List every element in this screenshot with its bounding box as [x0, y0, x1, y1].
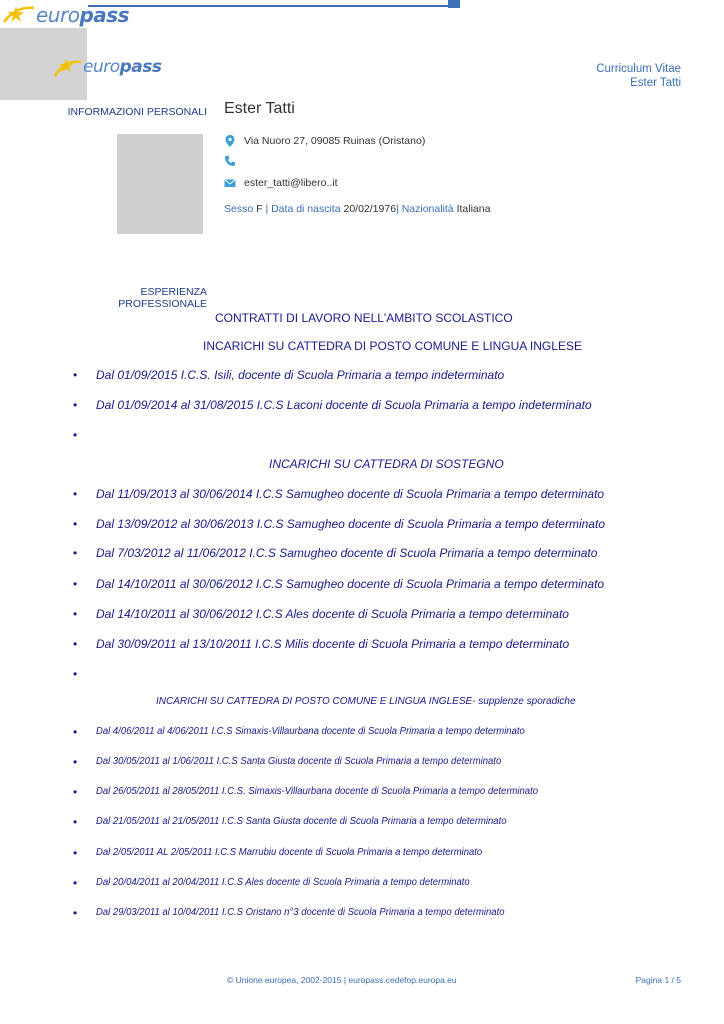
header-rule	[88, 5, 448, 7]
email-line	[224, 177, 338, 189]
bullet: •	[73, 546, 78, 560]
cv-title: Curriculum Vitae	[596, 63, 681, 75]
page-label: Pagina	[635, 975, 663, 985]
cv-owner-name: Ester Tatti	[630, 77, 681, 89]
email-text[interactable]: ester_tatti@libero..it	[244, 177, 338, 189]
page-number	[636, 975, 681, 985]
list-item: Dal 14/10/2011 al 30/06/2012 I.C.S Ales docente di Scuola Primaria a tempo determinato	[96, 607, 569, 621]
list-item: Dal 20/04/2011 al 20/04/2011 I.C.S Ales docente di Scuola Primaria a tempo determinato	[96, 877, 470, 888]
page-value: 1 / 5	[664, 975, 681, 985]
bullet: •	[73, 755, 78, 769]
bullet: •	[73, 368, 78, 382]
nationality-value: Italiana	[456, 203, 491, 215]
phone-icon	[224, 155, 236, 167]
location-pin-icon	[224, 135, 236, 147]
section-label-experience	[118, 286, 207, 310]
bullet: •	[73, 577, 78, 591]
section-label-experience-line2: PROFESSIONALE	[118, 298, 207, 310]
bullet: •	[73, 725, 78, 739]
list-item: Dal 01/09/2015 I.C.S. Isili, docente di Scuola Primaria a tempo indeterminato	[96, 368, 505, 382]
list-item: Dal 30/05/2011 al 1/06/2011 I.C.S Santa Giusta docente di Scuola Primaria a tempo determinato	[96, 756, 502, 767]
list-item: Dal 4/06/2011 al 4/06/2011 I.C.S Simaxis-Villaurbana docente di Scuola Primaria a tempo determinato	[96, 726, 525, 737]
personal-details-line	[224, 203, 490, 215]
header-rule-cap	[448, 0, 460, 8]
person-name: Ester Tatti	[224, 100, 295, 117]
bullet: •	[73, 398, 78, 412]
sex-value: F	[256, 203, 263, 215]
list-item: Dal 21/05/2011 al 21/05/2011 I.C.S Santa Giusta docente di Scuola Primaria a tempo determinato	[96, 816, 507, 827]
birth-label: | Data di nascita	[265, 203, 341, 215]
list-item: Dal 2/05/2011 AL 2/05/2011 I.C.S Marrubiu docente di Scuola Primaria a tempo determinato	[96, 847, 483, 858]
birth-value: 20/02/1976	[343, 203, 397, 215]
address-text: Via Nuoro 27, 09085 Ruinas (Oristano)	[244, 135, 426, 147]
phone-line	[224, 155, 244, 167]
bullet-empty: •	[73, 428, 78, 442]
list-item: Dal 11/09/2013 al 30/06/2014 I.C.S Samugheo docente di Scuola Primaria a tempo determinato	[96, 487, 605, 501]
heading-common-post: INCARICHI SU CATTEDRA DI POSTO COMUNE E LINGUA INGLESE	[203, 339, 582, 353]
envelope-icon	[224, 177, 236, 189]
bullet: •	[73, 785, 78, 799]
sex-label: Sesso	[224, 203, 254, 215]
bullet: •	[73, 906, 78, 920]
bullet: •	[73, 637, 78, 651]
bullet: •	[73, 815, 78, 829]
bullet: •	[73, 487, 78, 501]
footer-copyright[interactable]: © Unione europea, 2002-2015 | europass.cedefop.europa.eu	[227, 975, 457, 985]
bullet: •	[73, 607, 78, 621]
list-item: Dal 14/10/2011 al 30/06/2012 I.C.S Samugheo docente di Scuola Primaria a tempo determinato	[96, 577, 605, 591]
section-label-personal: INFORMAZIONI PERSONALI	[67, 106, 207, 118]
star-swoosh-icon	[2, 2, 36, 28]
list-item: Dal 26/05/2011 al 28/05/2011 I.C.S. Simaxis-Villaurbana docente di Scuola Primaria a tempo determinato	[96, 786, 539, 797]
nationality-label: | Nazionalità	[396, 203, 454, 215]
list-item: Dal 30/09/2011 al 13/10/2011 I.C.S Milis docente di Scuola Primaria a tempo determinato	[96, 637, 570, 651]
address-line	[224, 135, 425, 147]
heading-sporadic: INCARICHI SU CATTEDRA DI POSTO COMUNE E LINGUA INGLESE- supplenze sporadiche	[156, 696, 576, 707]
list-item: Dal 01/09/2014 al 31/08/2015 I.C.S Laconi docente di Scuola Primaria a tempo indeterminato	[96, 398, 592, 412]
bullet: •	[73, 517, 78, 531]
europass-logo: europass	[53, 54, 162, 80]
star-swoosh-icon	[53, 54, 83, 80]
bullet-empty: •	[73, 667, 78, 681]
europass-logo-top: europass	[2, 2, 129, 28]
heading-support: INCARICHI SU CATTEDRA DI SOSTEGNO	[269, 457, 504, 471]
heading-contracts: CONTRATTI DI LAVORO NELL'AMBITO SCOLASTICO	[215, 311, 513, 325]
bullet: •	[73, 876, 78, 890]
photo-placeholder	[117, 134, 203, 234]
list-item: Dal 29/03/2011 al 10/04/2011 I.C.S Oristano n°3 docente di Scuola Primaria a tempo determinato	[96, 907, 505, 918]
list-item: Dal 7/03/2012 al 11/06/2012 I.C.S Samugheo docente di Scuola Primaria a tempo determinato	[96, 546, 598, 560]
cv-header	[596, 62, 681, 90]
list-item: Dal 13/09/2012 al 30/06/2013 I.C.S Samugheo docente di Scuola Primaria a tempo determinato	[96, 517, 605, 531]
bullet: •	[73, 846, 78, 860]
section-label-experience-line1: ESPERIENZA	[140, 286, 207, 298]
